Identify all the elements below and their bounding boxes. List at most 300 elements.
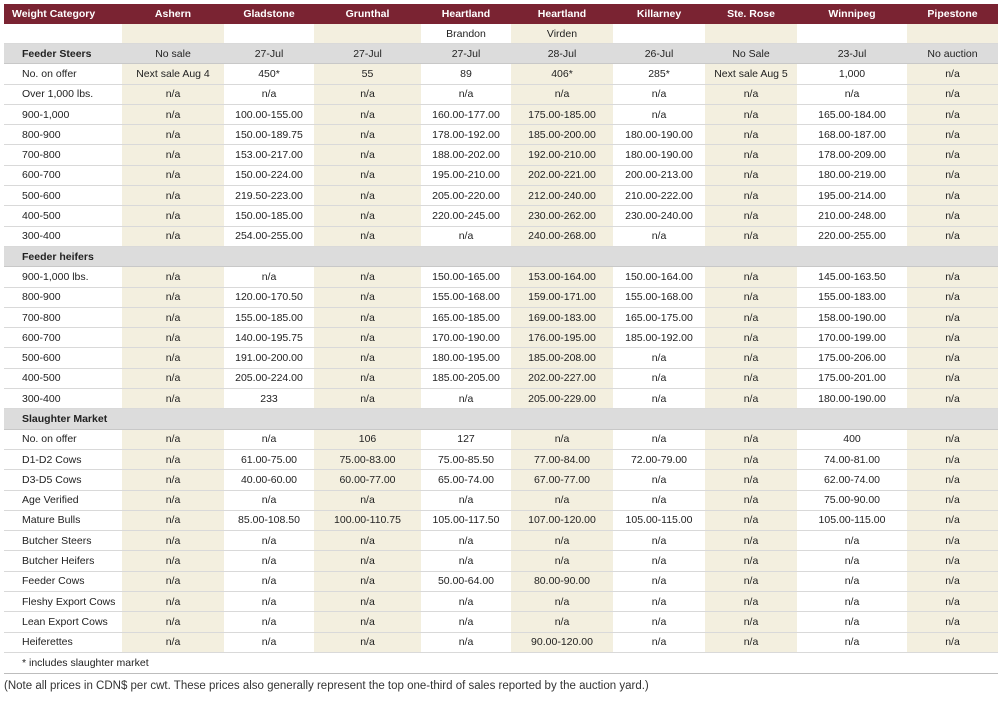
section-cell xyxy=(907,409,998,429)
price-cell: n/a xyxy=(907,267,998,287)
price-cell: n/a xyxy=(797,612,907,632)
price-cell: n/a xyxy=(907,64,998,84)
price-cell: n/a xyxy=(122,592,224,612)
price-cell: 72.00-79.00 xyxy=(613,449,705,469)
price-cell: n/a xyxy=(224,551,314,571)
price-cell: 170.00-199.00 xyxy=(797,328,907,348)
price-cell: n/a xyxy=(314,267,421,287)
price-cell: n/a xyxy=(907,571,998,591)
table-row xyxy=(4,145,998,165)
price-cell: 178.00-192.00 xyxy=(421,125,511,145)
section-cell xyxy=(122,409,224,429)
table-row xyxy=(4,287,998,307)
section-header-row xyxy=(4,409,998,429)
price-cell: n/a xyxy=(224,267,314,287)
column-header-6: Killarney xyxy=(613,4,705,24)
price-cell: n/a xyxy=(705,531,797,551)
section-cell: 23-Jul xyxy=(797,44,907,64)
column-header-1: Ashern xyxy=(122,4,224,24)
section-cell xyxy=(705,246,797,266)
table-row xyxy=(4,206,998,226)
price-cell: 180.00-190.00 xyxy=(613,125,705,145)
table-row xyxy=(4,490,998,510)
price-cell: n/a xyxy=(907,632,998,652)
price-cell: 180.00-219.00 xyxy=(797,165,907,185)
price-cell: n/a xyxy=(314,612,421,632)
price-cell: n/a xyxy=(314,104,421,124)
row-label: Lean Export Cows xyxy=(4,612,122,632)
price-cell: 185.00-205.00 xyxy=(421,368,511,388)
price-cell: n/a xyxy=(314,186,421,206)
price-cell: n/a xyxy=(705,389,797,409)
price-cell: n/a xyxy=(907,470,998,490)
table-row xyxy=(4,348,998,368)
price-cell: n/a xyxy=(421,592,511,612)
section-cell xyxy=(421,409,511,429)
table-row xyxy=(4,368,998,388)
price-cell: 105.00-117.50 xyxy=(421,510,511,530)
section-cell: 27-Jul xyxy=(314,44,421,64)
price-cell: n/a xyxy=(705,368,797,388)
price-cell: 285* xyxy=(613,64,705,84)
price-cell: n/a xyxy=(705,226,797,246)
price-cell: n/a xyxy=(705,429,797,449)
price-cell: n/a xyxy=(224,84,314,104)
section-cell xyxy=(797,246,907,266)
price-cell: n/a xyxy=(613,470,705,490)
table-row xyxy=(4,632,998,652)
price-cell: n/a xyxy=(907,490,998,510)
price-cell: 205.00-224.00 xyxy=(224,368,314,388)
header-row xyxy=(4,4,998,24)
price-cell: n/a xyxy=(122,186,224,206)
price-cell: Next sale Aug 4 xyxy=(122,64,224,84)
price-cell: n/a xyxy=(907,389,998,409)
price-cell: 105.00-115.00 xyxy=(613,510,705,530)
price-cell: n/a xyxy=(421,612,511,632)
table-row xyxy=(4,307,998,327)
section-cell xyxy=(705,409,797,429)
price-cell: n/a xyxy=(797,632,907,652)
price-cell: n/a xyxy=(907,551,998,571)
price-cell: n/a xyxy=(314,490,421,510)
price-cell: n/a xyxy=(907,429,998,449)
price-cell: n/a xyxy=(122,84,224,104)
price-cell: 77.00-84.00 xyxy=(511,449,613,469)
sublabel-cell: Virden xyxy=(511,24,613,44)
row-label: No. on offer xyxy=(4,429,122,449)
row-label: 500-600 xyxy=(4,186,122,206)
price-cell: 210.00-248.00 xyxy=(797,206,907,226)
price-cell: n/a xyxy=(907,510,998,530)
row-label: 300-400 xyxy=(4,226,122,246)
price-cell: n/a xyxy=(421,490,511,510)
row-label: 600-700 xyxy=(4,165,122,185)
price-cell: n/a xyxy=(705,186,797,206)
section-cell xyxy=(511,246,613,266)
price-cell: 185.00-200.00 xyxy=(511,125,613,145)
price-cell: n/a xyxy=(907,348,998,368)
price-cell: n/a xyxy=(705,348,797,368)
price-cell: 55 xyxy=(314,64,421,84)
price-cell: n/a xyxy=(797,531,907,551)
price-cell: 192.00-210.00 xyxy=(511,145,613,165)
price-cell: 150.00-189.75 xyxy=(224,125,314,145)
price-cell: n/a xyxy=(613,348,705,368)
price-cell: 60.00-77.00 xyxy=(314,470,421,490)
price-cell: n/a xyxy=(613,571,705,591)
price-cell: 178.00-209.00 xyxy=(797,145,907,165)
price-cell: n/a xyxy=(705,104,797,124)
price-cell: 175.00-185.00 xyxy=(511,104,613,124)
price-cell: n/a xyxy=(122,307,224,327)
row-label: Mature Bulls xyxy=(4,510,122,530)
row-label: 800-900 xyxy=(4,287,122,307)
price-cell: n/a xyxy=(511,612,613,632)
row-label: 400-500 xyxy=(4,368,122,388)
price-cell: 165.00-175.00 xyxy=(613,307,705,327)
price-cell: n/a xyxy=(511,531,613,551)
price-cell: 169.00-183.00 xyxy=(511,307,613,327)
row-label: 700-800 xyxy=(4,145,122,165)
table-row xyxy=(4,84,998,104)
row-label: No. on offer xyxy=(4,64,122,84)
price-cell: n/a xyxy=(705,551,797,571)
price-cell: n/a xyxy=(705,307,797,327)
price-cell: 153.00-217.00 xyxy=(224,145,314,165)
price-cell: 75.00-85.50 xyxy=(421,449,511,469)
table-row xyxy=(4,592,998,612)
price-cell: n/a xyxy=(907,145,998,165)
section-cell xyxy=(421,246,511,266)
price-cell: 175.00-206.00 xyxy=(797,348,907,368)
price-cell: 127 xyxy=(421,429,511,449)
price-cell: n/a xyxy=(907,449,998,469)
price-cell: 220.00-255.00 xyxy=(797,226,907,246)
price-cell: 450* xyxy=(224,64,314,84)
section-cell xyxy=(613,409,705,429)
price-cell: n/a xyxy=(705,449,797,469)
price-cell: 165.00-185.00 xyxy=(421,307,511,327)
price-cell: n/a xyxy=(907,592,998,612)
price-cell: n/a xyxy=(705,592,797,612)
price-cell: n/a xyxy=(705,145,797,165)
row-label: 400-500 xyxy=(4,206,122,226)
price-cell: n/a xyxy=(314,368,421,388)
row-label: Over 1,000 lbs. xyxy=(4,84,122,104)
section-cell xyxy=(314,246,421,266)
price-cell: n/a xyxy=(705,267,797,287)
table-row xyxy=(4,104,998,124)
price-cell: n/a xyxy=(613,592,705,612)
price-cell: 155.00-168.00 xyxy=(613,287,705,307)
column-header-3: Grunthal xyxy=(314,4,421,24)
price-cell: n/a xyxy=(613,104,705,124)
price-cell: n/a xyxy=(224,612,314,632)
price-cell: 61.00-75.00 xyxy=(224,449,314,469)
price-cell: n/a xyxy=(314,226,421,246)
price-cell: n/a xyxy=(613,389,705,409)
price-cell: n/a xyxy=(314,307,421,327)
section-cell: No sale xyxy=(122,44,224,64)
price-cell: 85.00-108.50 xyxy=(224,510,314,530)
price-cell: 180.00-195.00 xyxy=(421,348,511,368)
price-cell: n/a xyxy=(705,84,797,104)
price-cell: 205.00-229.00 xyxy=(511,389,613,409)
price-cell: 406* xyxy=(511,64,613,84)
price-cell: 120.00-170.50 xyxy=(224,287,314,307)
section-title: Slaughter Market xyxy=(4,409,122,429)
price-cell: n/a xyxy=(224,429,314,449)
price-cell: 150.00-185.00 xyxy=(224,206,314,226)
price-cell: n/a xyxy=(705,612,797,632)
section-cell: No Sale xyxy=(705,44,797,64)
section-cell xyxy=(224,409,314,429)
row-label: Butcher Heifers xyxy=(4,551,122,571)
price-cell: n/a xyxy=(907,368,998,388)
price-cell: 240.00-268.00 xyxy=(511,226,613,246)
price-cell: 107.00-120.00 xyxy=(511,510,613,530)
price-cell: n/a xyxy=(122,510,224,530)
price-cell: n/a xyxy=(314,125,421,145)
price-cell: 40.00-60.00 xyxy=(224,470,314,490)
price-cell: n/a xyxy=(907,104,998,124)
price-cell: 168.00-187.00 xyxy=(797,125,907,145)
table-row xyxy=(4,429,998,449)
price-cell: n/a xyxy=(122,429,224,449)
price-cell: n/a xyxy=(511,490,613,510)
section-cell xyxy=(122,246,224,266)
price-cell: n/a xyxy=(613,368,705,388)
price-cell: 158.00-190.00 xyxy=(797,307,907,327)
price-cell: n/a xyxy=(122,287,224,307)
price-cell: n/a xyxy=(122,551,224,571)
price-cell: 233 xyxy=(224,389,314,409)
price-cell: n/a xyxy=(613,84,705,104)
price-cell: 195.00-214.00 xyxy=(797,186,907,206)
price-cell: 200.00-213.00 xyxy=(613,165,705,185)
price-cell: n/a xyxy=(314,145,421,165)
price-cell: n/a xyxy=(122,165,224,185)
price-cell: n/a xyxy=(224,592,314,612)
table-row xyxy=(4,551,998,571)
sublabel-cell xyxy=(314,24,421,44)
price-cell: 75.00-83.00 xyxy=(314,449,421,469)
sublabel-cell: Brandon xyxy=(421,24,511,44)
price-cell: 150.00-164.00 xyxy=(613,267,705,287)
column-header-9: Pipestone xyxy=(907,4,998,24)
price-cell: 220.00-245.00 xyxy=(421,206,511,226)
price-cell: n/a xyxy=(122,632,224,652)
row-label: 900-1,000 lbs. xyxy=(4,267,122,287)
price-cell: n/a xyxy=(421,389,511,409)
price-cell: n/a xyxy=(511,429,613,449)
price-cell: 230.00-262.00 xyxy=(511,206,613,226)
table-row xyxy=(4,165,998,185)
section-cell xyxy=(797,409,907,429)
column-header-category: Weight Category xyxy=(4,4,122,24)
price-cell: n/a xyxy=(705,287,797,307)
price-cell: n/a xyxy=(511,592,613,612)
section-cell xyxy=(613,246,705,266)
price-cell: n/a xyxy=(122,145,224,165)
price-note: (Note all prices in CDN$ per cwt. These prices also generally represent the top one-third of sales reported by the auction yard.) xyxy=(4,679,649,692)
section-title: Feeder Steers xyxy=(4,44,122,64)
price-cell: n/a xyxy=(705,206,797,226)
table-row xyxy=(4,125,998,145)
price-cell: 210.00-222.00 xyxy=(613,186,705,206)
price-cell: 205.00-220.00 xyxy=(421,186,511,206)
row-label: 800-900 xyxy=(4,125,122,145)
row-label: Age Verified xyxy=(4,490,122,510)
price-cell: n/a xyxy=(421,632,511,652)
price-cell: n/a xyxy=(613,429,705,449)
row-label: Heiferettes xyxy=(4,632,122,652)
price-cell: 155.00-183.00 xyxy=(797,287,907,307)
section-cell: No auction xyxy=(907,44,998,64)
price-cell: 50.00-64.00 xyxy=(421,571,511,591)
price-cell: n/a xyxy=(907,226,998,246)
price-cell: 202.00-227.00 xyxy=(511,368,613,388)
price-cell: 185.00-208.00 xyxy=(511,348,613,368)
sublabel-cell xyxy=(613,24,705,44)
price-cell: 254.00-255.00 xyxy=(224,226,314,246)
price-cell: n/a xyxy=(122,104,224,124)
price-cell: 191.00-200.00 xyxy=(224,348,314,368)
price-cell: 100.00-110.75 xyxy=(314,510,421,530)
price-cell: n/a xyxy=(122,571,224,591)
section-cell: 28-Jul xyxy=(511,44,613,64)
price-cell: n/a xyxy=(797,551,907,571)
footnote: * includes slaughter market xyxy=(4,653,998,674)
table-row xyxy=(4,226,998,246)
table-row xyxy=(4,328,998,348)
price-cell: 212.00-240.00 xyxy=(511,186,613,206)
price-cell: n/a xyxy=(314,84,421,104)
price-cell: n/a xyxy=(705,510,797,530)
price-cell: n/a xyxy=(314,389,421,409)
table-row xyxy=(4,571,998,591)
price-cell: 185.00-192.00 xyxy=(613,328,705,348)
price-cell: 230.00-240.00 xyxy=(613,206,705,226)
section-cell xyxy=(224,246,314,266)
price-cell: n/a xyxy=(314,348,421,368)
price-cell: n/a xyxy=(907,125,998,145)
table-row xyxy=(4,186,998,206)
price-cell: 1,000 xyxy=(797,64,907,84)
price-cell: 100.00-155.00 xyxy=(224,104,314,124)
column-header-8: Winnipeg xyxy=(797,4,907,24)
section-cell: 27-Jul xyxy=(224,44,314,64)
price-cell: n/a xyxy=(122,470,224,490)
row-label: D1-D2 Cows xyxy=(4,449,122,469)
price-cell: n/a xyxy=(224,531,314,551)
row-label: Feeder Cows xyxy=(4,571,122,591)
price-cell: n/a xyxy=(907,84,998,104)
sublabel-cell xyxy=(122,24,224,44)
price-cell: 159.00-171.00 xyxy=(511,287,613,307)
price-cell: 74.00-81.00 xyxy=(797,449,907,469)
column-header-5: Heartland xyxy=(511,4,613,24)
price-cell: n/a xyxy=(122,612,224,632)
sublabel-row xyxy=(4,24,998,44)
price-cell: 180.00-190.00 xyxy=(613,145,705,165)
price-cell: n/a xyxy=(705,328,797,348)
price-cell: n/a xyxy=(122,125,224,145)
price-cell: n/a xyxy=(314,632,421,652)
price-cell: 153.00-164.00 xyxy=(511,267,613,287)
section-header-row xyxy=(4,44,998,64)
price-cell: n/a xyxy=(314,531,421,551)
price-cell: n/a xyxy=(511,551,613,571)
table-row xyxy=(4,389,998,409)
price-cell: n/a xyxy=(122,449,224,469)
price-cell: n/a xyxy=(705,632,797,652)
price-cell: 90.00-120.00 xyxy=(511,632,613,652)
price-cell: n/a xyxy=(613,531,705,551)
column-header-4: Heartland xyxy=(421,4,511,24)
price-cell: 160.00-177.00 xyxy=(421,104,511,124)
section-cell xyxy=(907,246,998,266)
price-cell: 140.00-195.75 xyxy=(224,328,314,348)
price-cell: 62.00-74.00 xyxy=(797,470,907,490)
row-label: 300-400 xyxy=(4,389,122,409)
sublabel-cell xyxy=(907,24,998,44)
section-cell: 26-Jul xyxy=(613,44,705,64)
price-cell: 67.00-77.00 xyxy=(511,470,613,490)
price-cell: 170.00-190.00 xyxy=(421,328,511,348)
auction-price-table xyxy=(4,4,998,653)
price-cell: 65.00-74.00 xyxy=(421,470,511,490)
section-header-row xyxy=(4,246,998,266)
price-cell: 175.00-201.00 xyxy=(797,368,907,388)
price-cell: 145.00-163.50 xyxy=(797,267,907,287)
row-label: 500-600 xyxy=(4,348,122,368)
price-cell: 195.00-210.00 xyxy=(421,165,511,185)
price-cell: n/a xyxy=(314,206,421,226)
price-cell: n/a xyxy=(907,612,998,632)
table-body xyxy=(4,24,998,652)
table-row xyxy=(4,531,998,551)
price-cell: 106 xyxy=(314,429,421,449)
column-header-2: Gladstone xyxy=(224,4,314,24)
price-cell: 155.00-168.00 xyxy=(421,287,511,307)
price-cell: n/a xyxy=(421,531,511,551)
price-cell: n/a xyxy=(613,226,705,246)
price-cell: 188.00-202.00 xyxy=(421,145,511,165)
price-cell: n/a xyxy=(705,490,797,510)
sublabel-cell xyxy=(797,24,907,44)
price-cell: n/a xyxy=(314,592,421,612)
price-cell: n/a xyxy=(907,307,998,327)
row-label: Fleshy Export Cows xyxy=(4,592,122,612)
price-cell: n/a xyxy=(511,84,613,104)
price-cell: n/a xyxy=(907,206,998,226)
price-cell: n/a xyxy=(314,287,421,307)
price-cell: 75.00-90.00 xyxy=(797,490,907,510)
price-cell: n/a xyxy=(705,470,797,490)
price-cell: n/a xyxy=(122,531,224,551)
row-label: 700-800 xyxy=(4,307,122,327)
price-cell: n/a xyxy=(421,551,511,571)
table-row xyxy=(4,267,998,287)
price-report xyxy=(4,4,998,692)
price-cell: Next sale Aug 5 xyxy=(705,64,797,84)
row-label: D3-D5 Cows xyxy=(4,470,122,490)
table-row xyxy=(4,449,998,469)
price-cell: n/a xyxy=(314,165,421,185)
price-cell: n/a xyxy=(122,368,224,388)
